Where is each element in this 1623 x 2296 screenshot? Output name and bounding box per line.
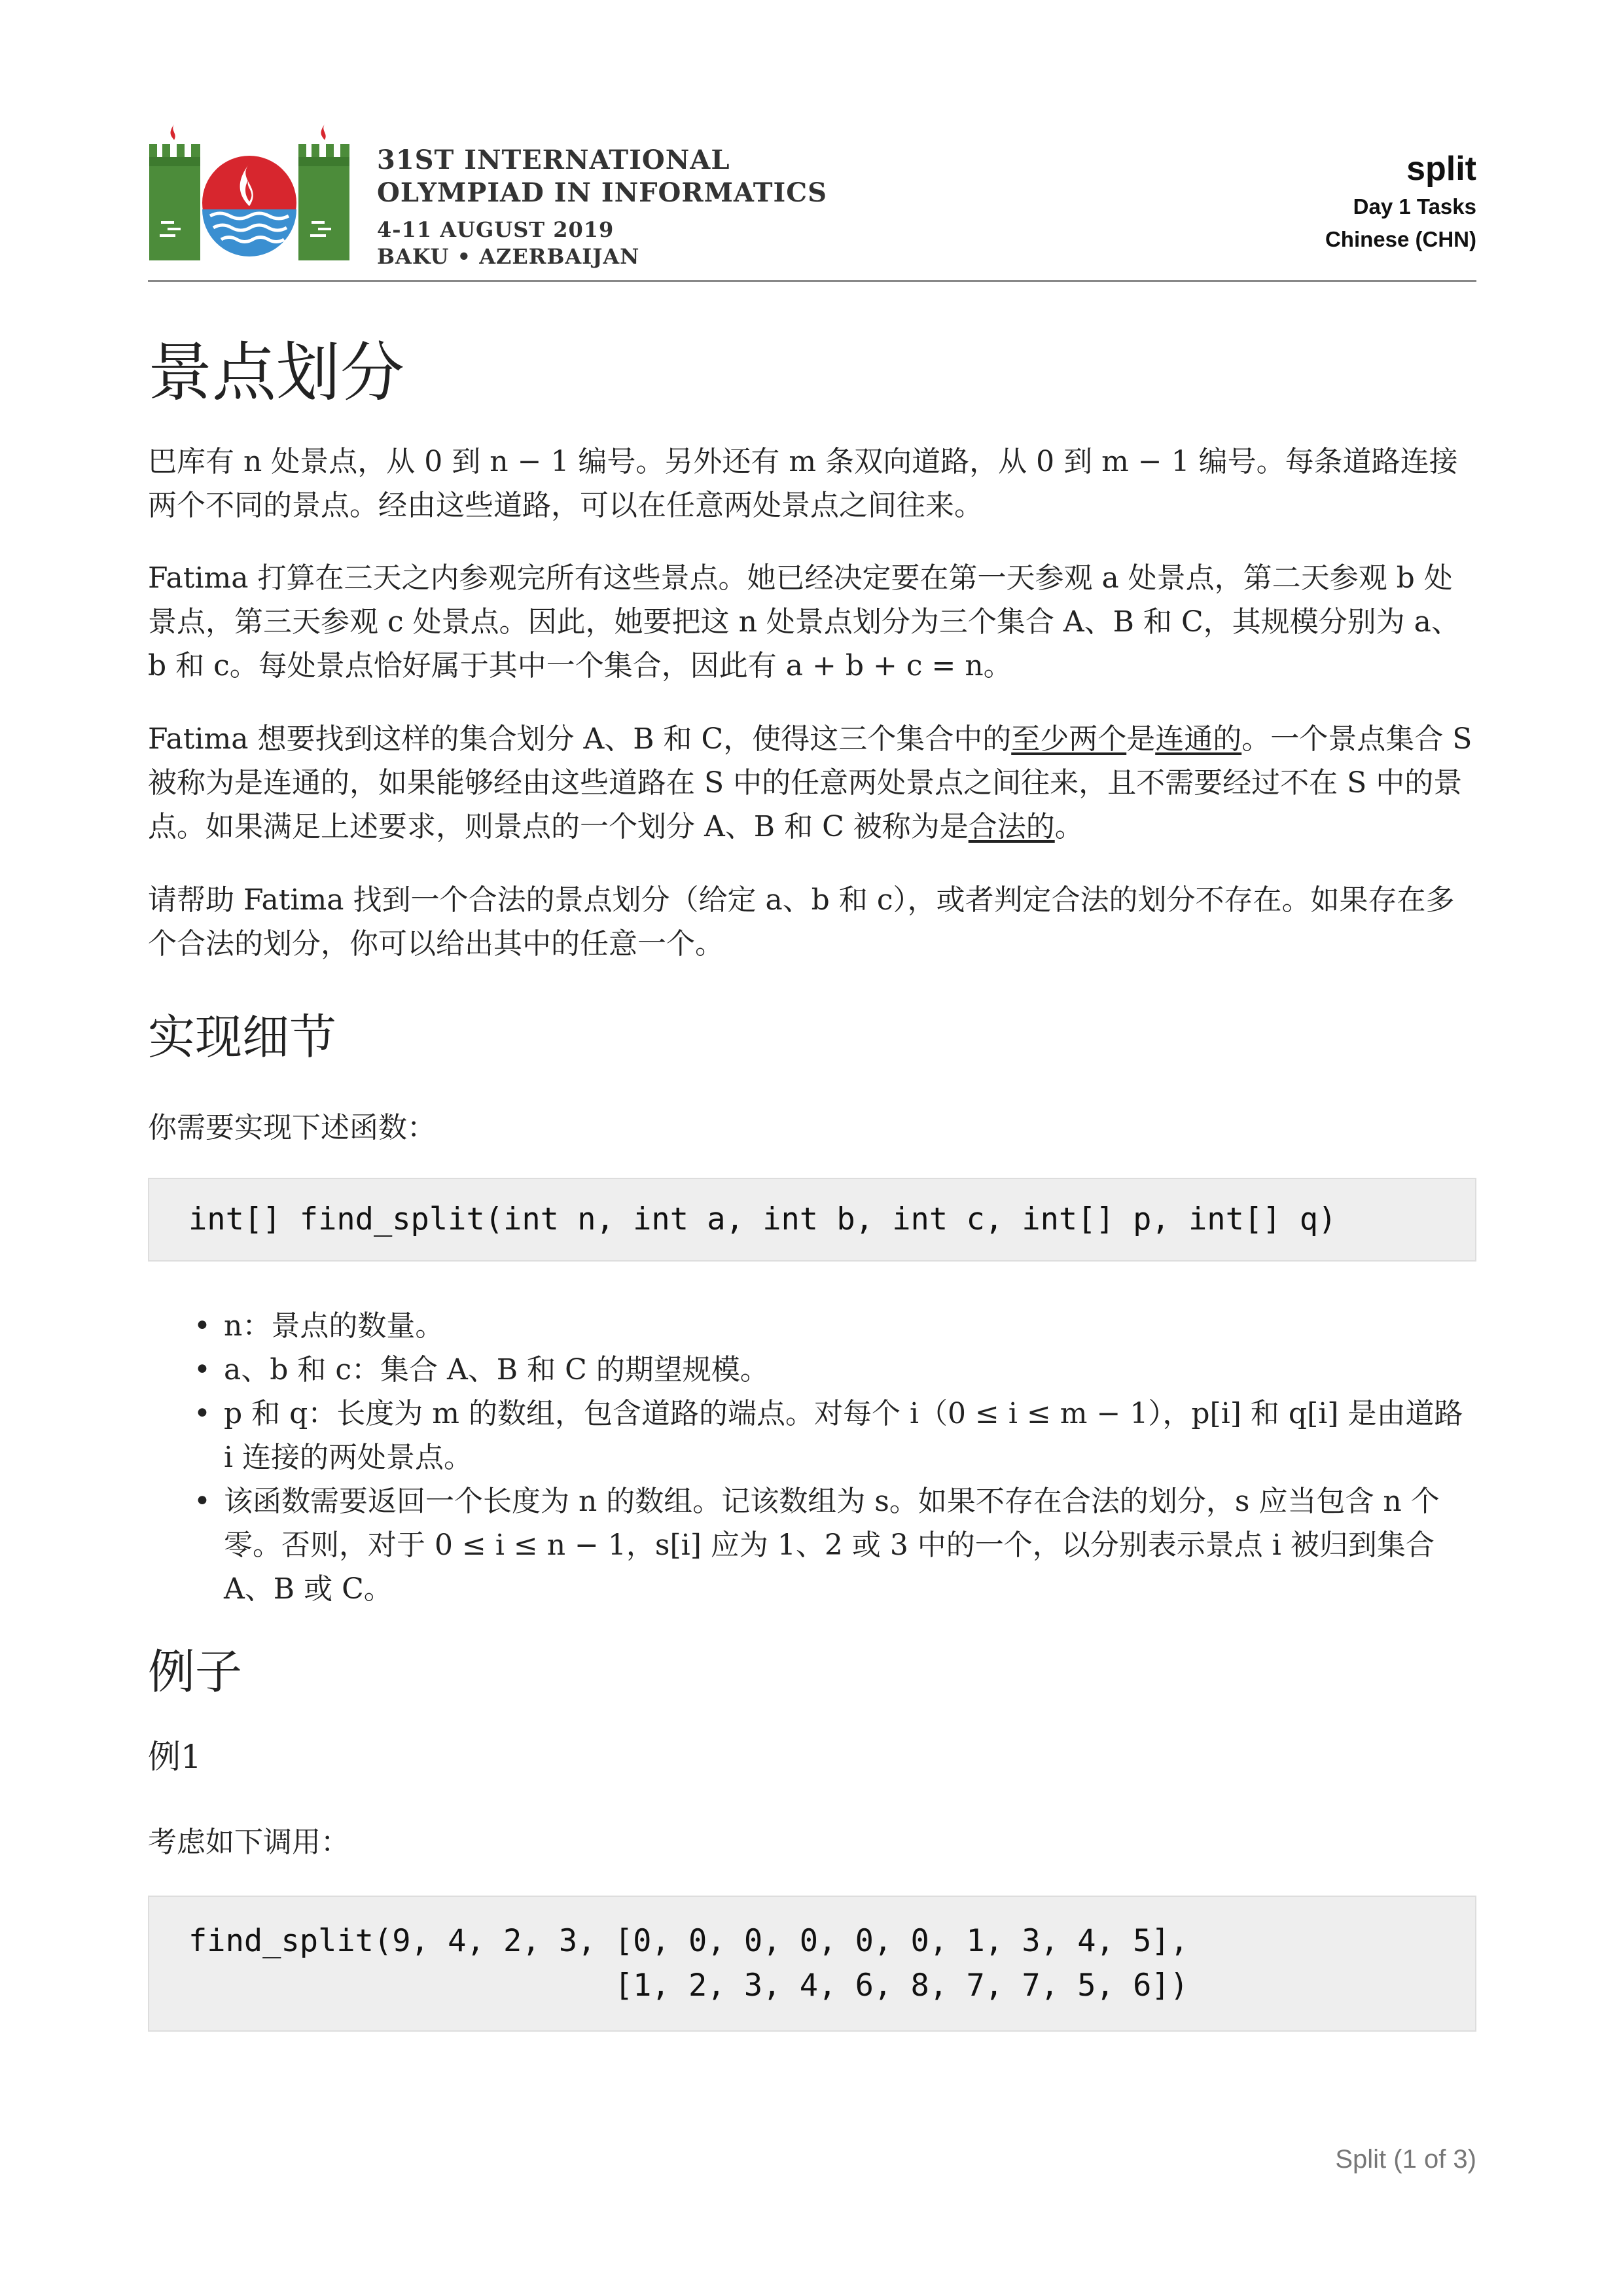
example-call-intro: 考虑如下调用： <box>148 1826 349 1859</box>
emphasis-connected: 连通的 <box>1155 722 1242 756</box>
example-call-code: find_split(9, 4, 2, 3, [0, 0, 0, 0, 0, 0, 1, 3, 4, 5], [1, 2, 3, 4, 6, 8, 7, 7, 5, 6]) <box>148 1896 1476 2032</box>
ioi-logo <box>148 118 351 262</box>
list-item: • a、b 和 c：集合 A、B 和 C 的期望规模。 <box>148 1348 1476 1392</box>
paragraph-2: Fatima 打算在三天之内参观完所有这些景点。她已经决定要在第一天参观 a 处景点，第二天参观 b 处景点，第三天参观 c 处景点。因此，她要把这 n 处景点划分为三个集合 A、B 和 C，其规模分别为 a、b 和 c。每处景点恰好属于其中一个集合，因此有 a + b + c = n。 <box>148 561 1460 682</box>
emphasis-at-least-two: 至少两个 <box>1011 722 1127 756</box>
olympiad-line-1: 31ST INTERNATIONAL <box>377 145 730 175</box>
header-divider <box>148 280 1476 282</box>
olympiad-location: BAKU • AZERBAIJAN <box>377 244 640 269</box>
task-day: Day 1 Tasks <box>1353 194 1476 219</box>
section-heading-examples: 例子 <box>148 1644 243 1699</box>
paragraph-3 <box>148 717 1476 849</box>
emphasis-valid: 合法的 <box>968 810 1055 843</box>
paragraph-3-part-a: Fatima 想要找到这样的集合划分 A、B 和 C，使得这三个集合中的 <box>148 722 1012 756</box>
task-language: Chinese (CHN) <box>1325 227 1476 251</box>
function-signature-code: int[] find_split(int n, int a, int b, int c, int[] p, int[] q) <box>148 1178 1476 1262</box>
list-item: • p 和 q：长度为 m 的数组，包含道路的端点。对每个 i（0 ≤ i ≤ m − 1），p[i] 和 q[i] 是由道路 i 连接的两处景点。 <box>148 1392 1476 1479</box>
paragraph-3-part-c: 。一个景点集合 S 被称为是连通的，如果能够经由这些道路在 S 中的任意两处景点之间往来，且不需要经过不在 S 中的景点。如果满足上述要求，则景点的一个划分 A、B 和 C 被称为是 <box>148 722 1472 843</box>
olympiad-dates: 4-11 AUGUST 2019 <box>377 217 615 242</box>
olympiad-title-block <box>377 144 827 270</box>
page-title: 景点划分 <box>148 336 405 410</box>
paragraph-1: 巴库有 n 处景点，从 0 到 n − 1 编号。另外还有 m 条双向道路，从 0 到 m − 1 编号。每条道路连接两个不同的景点。经由这些道路，可以在任意两处景点之间往来。 <box>148 445 1458 522</box>
paragraph-4: 请帮助 Fatima 找到一个合法的景点划分（给定 a、b 和 c），或者判定合法的划分不存在。如果存在多个合法的划分，你可以给出其中的任意一个。 <box>148 883 1455 961</box>
implementation-intro: 你需要实现下述函数： <box>148 1111 436 1144</box>
page-number: Split (1 of 3) <box>1335 2145 1476 2174</box>
header <box>148 118 1476 281</box>
parameter-list <box>148 1304 1476 1611</box>
list-item: • 该函数需要返回一个长度为 n 的数组。记该数组为 s。如果不存在合法的划分，s 应当包含 n 个零。否则，对于 0 ≤ i ≤ n − 1，s[i] 应为 1、2 或 3 中的一个，以分别表示景点 i 被归到集合 A、B 或 C。 <box>148 1479 1476 1611</box>
task-info <box>1325 147 1476 256</box>
example-1-label: 例1 <box>148 1738 202 1776</box>
paragraph-3-part-b: 是 <box>1126 722 1156 756</box>
paragraph-3-part-d: 。 <box>1054 810 1084 843</box>
list-item: • n：景点的数量。 <box>148 1304 1476 1348</box>
task-name: split <box>1406 150 1476 188</box>
section-heading-implementation: 实现细节 <box>148 1010 337 1065</box>
olympiad-line-2: OLYMPIAD IN INFORMATICS <box>377 177 827 208</box>
